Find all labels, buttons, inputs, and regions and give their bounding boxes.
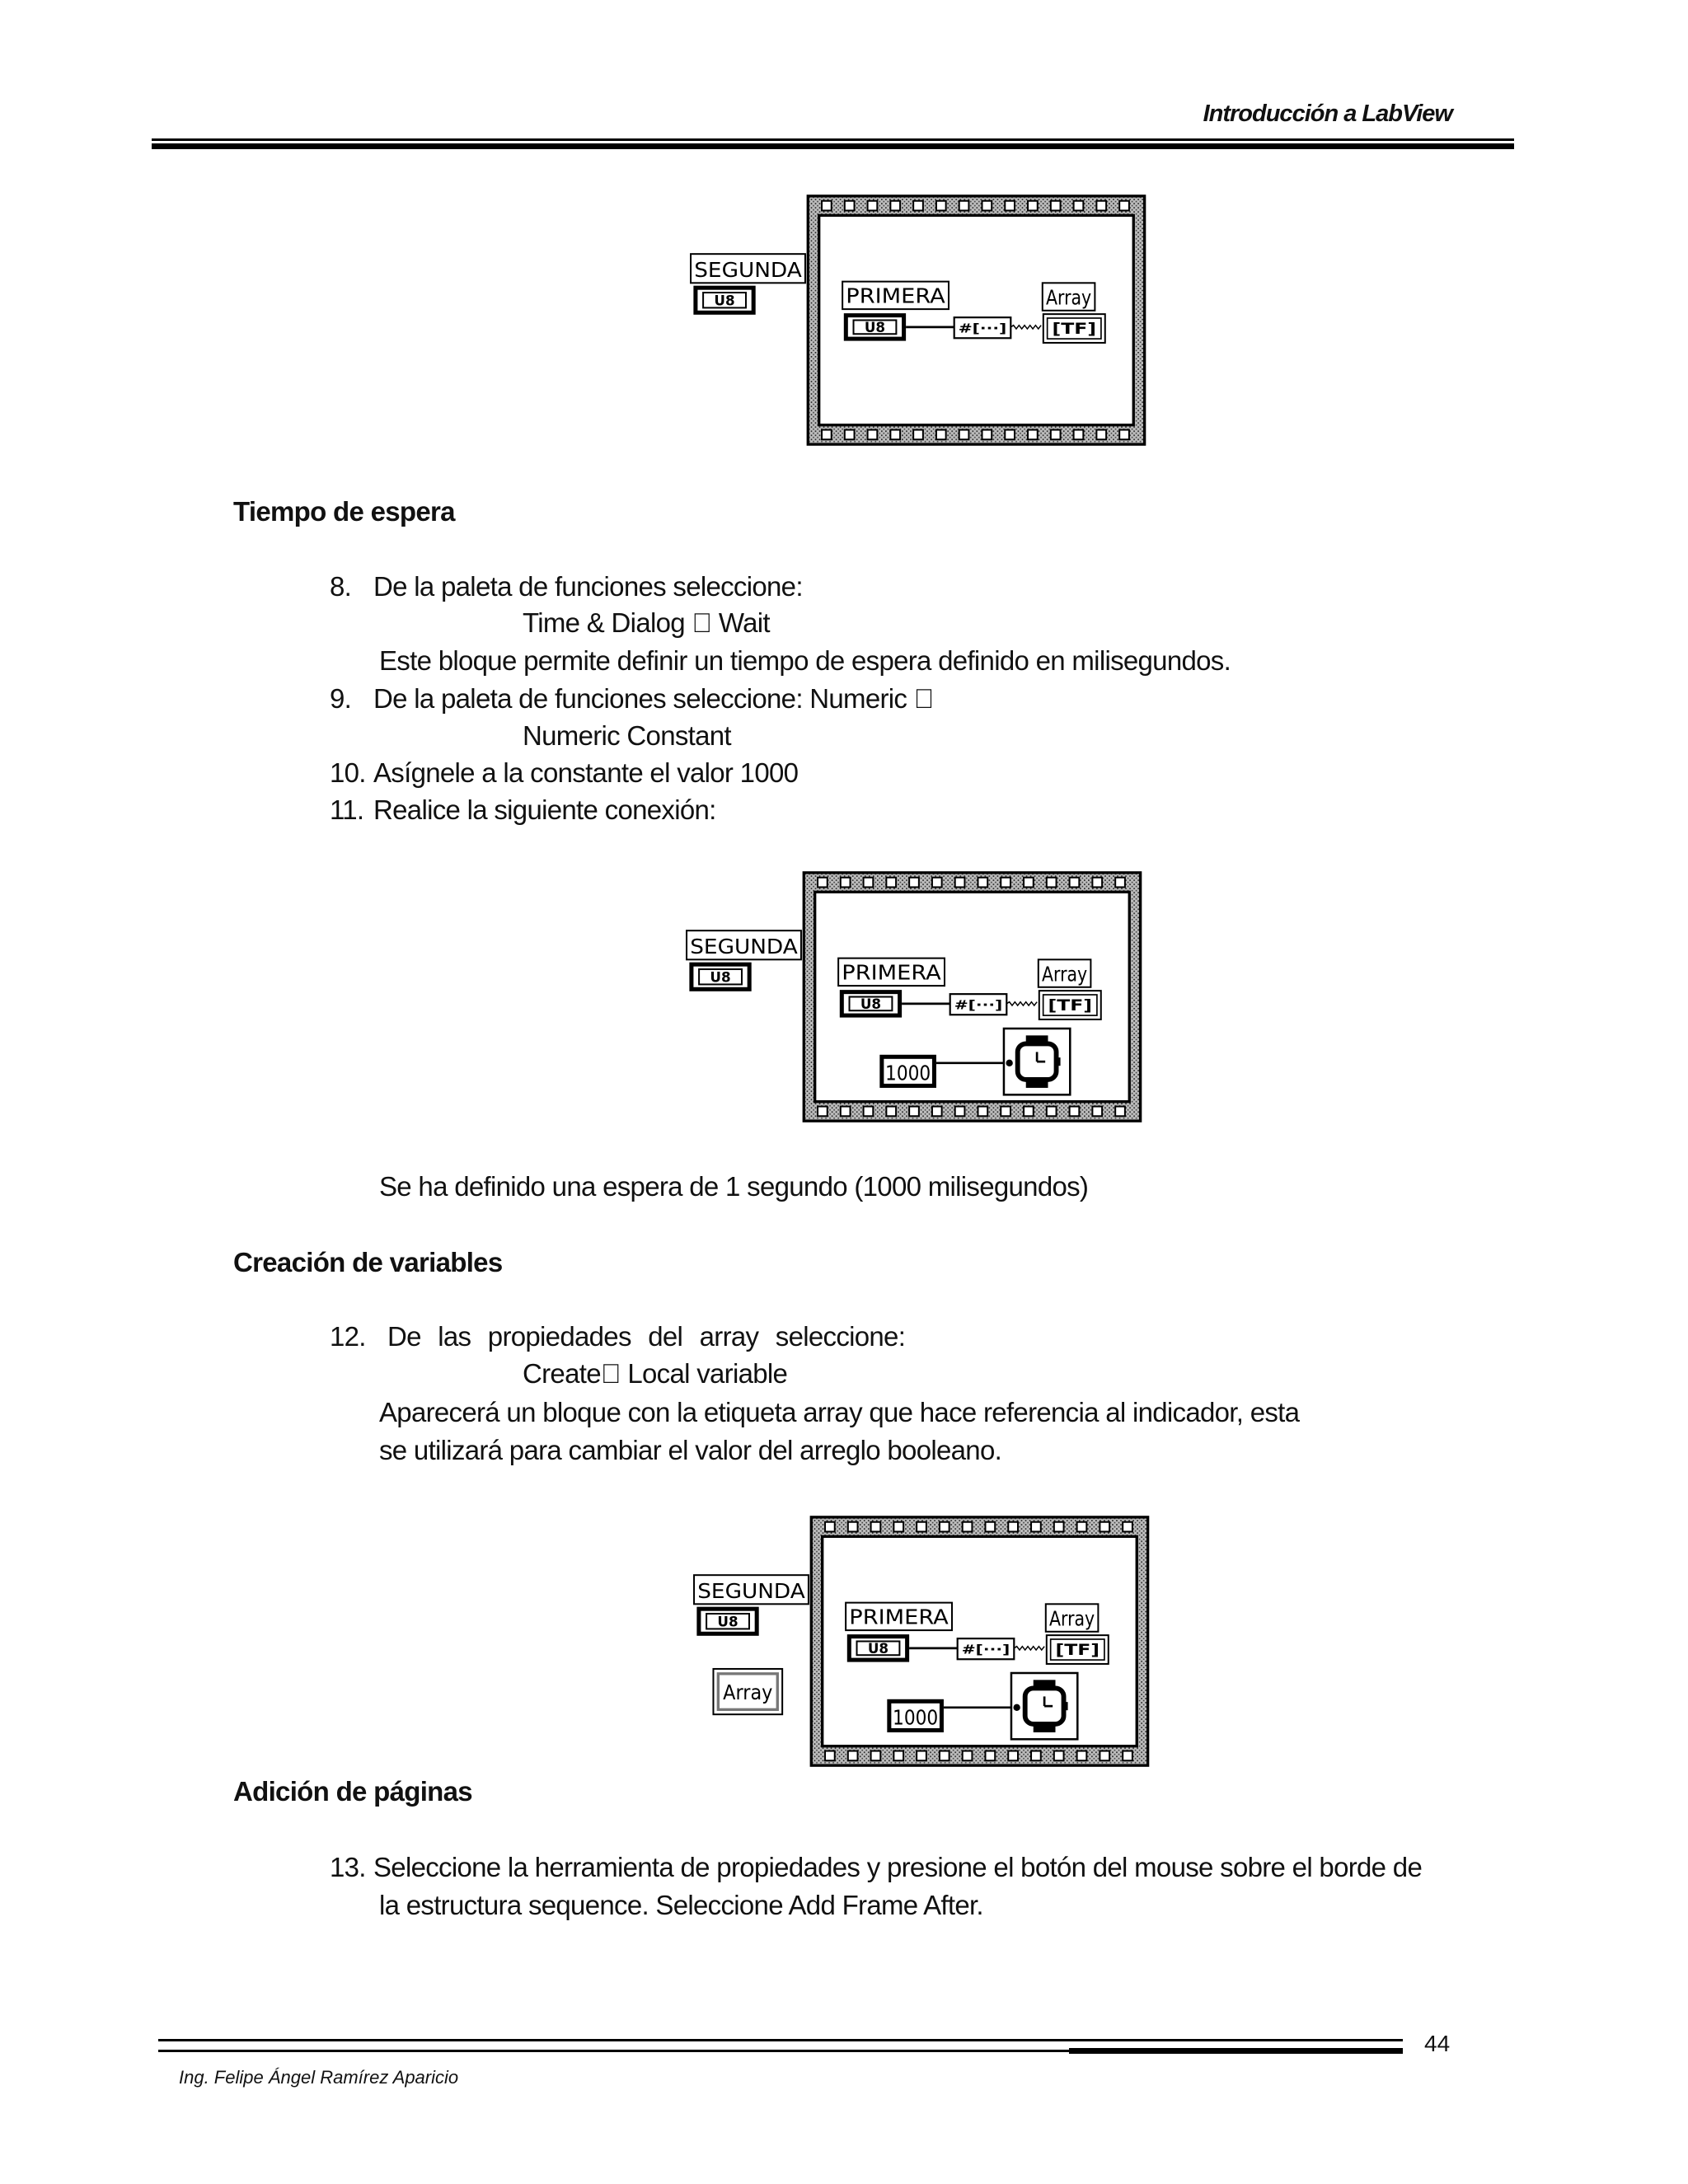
- step-text: Seleccione la herramienta de propiedades y presione el botón del mouse sobre el borde de: [373, 1852, 1423, 1882]
- film-strip-hole: [890, 201, 900, 211]
- segunda-label: SEGUNDA: [697, 1578, 805, 1603]
- segunda-label: SEGUNDA: [690, 934, 798, 958]
- film-strip-hole: [982, 430, 992, 440]
- segunda-label-group: [687, 930, 801, 959]
- wait-input-terminal: [1013, 1704, 1020, 1711]
- film-strip-hole: [1070, 1107, 1080, 1117]
- segunda-type: U8: [710, 968, 731, 986]
- film-strip-hole: [1092, 878, 1102, 888]
- film-strip-hole: [841, 878, 851, 888]
- film-strip-hole: [1070, 878, 1080, 888]
- array-label: Array: [1045, 285, 1092, 310]
- film-strip-hole: [1074, 201, 1084, 211]
- number-to-boolean-array-icon: [950, 994, 1007, 1015]
- film-strip-hole: [932, 878, 942, 888]
- numeric-constant-value: 1000: [893, 1705, 939, 1730]
- array-terminal: [1043, 314, 1105, 343]
- film-strip-hole: [893, 1751, 903, 1761]
- header-rule-thin: [152, 138, 1514, 141]
- film-strip-hole: [871, 1751, 881, 1761]
- film-strip-hole: [886, 1107, 896, 1117]
- film-strip-hole: [963, 1522, 973, 1532]
- wait-ms-icon: [1011, 1673, 1077, 1739]
- film-strip-hole: [868, 430, 878, 440]
- array-label-group: [1039, 959, 1091, 987]
- film-strip-hole: [1074, 430, 1084, 440]
- number-to-boolean-array-icon: [958, 1638, 1015, 1659]
- film-strip-hole: [825, 1522, 835, 1532]
- film-strip-hole: [940, 1751, 950, 1761]
- film-strip-hole: [963, 1751, 973, 1761]
- film-strip-hole: [890, 430, 900, 440]
- numeric-constant-value: 1000: [885, 1061, 931, 1085]
- film-strip-hole: [917, 1751, 926, 1761]
- step-text: De la paleta de funciones seleccione:: [373, 571, 803, 602]
- film-strip-hole: [1031, 1751, 1041, 1761]
- film-strip-hole: [1047, 878, 1057, 888]
- film-strip-hole: [1047, 1107, 1057, 1117]
- film-strip-hole: [959, 201, 969, 211]
- film-strip-hole: [1051, 201, 1061, 211]
- section-heading-pages: Adición de páginas: [233, 1776, 472, 1807]
- segunda-label-group: [694, 1575, 809, 1604]
- film-strip-hole: [1054, 1522, 1064, 1532]
- film-strip-hole: [1028, 430, 1038, 440]
- local-variable: [713, 1669, 782, 1714]
- primera-label-group: [838, 958, 945, 986]
- film-strip-hole: [1096, 201, 1106, 211]
- array-label: Array: [1048, 1606, 1095, 1631]
- film-strip-hole: [959, 430, 969, 440]
- array-terminal: [1039, 991, 1101, 1019]
- film-strip-hole: [1024, 878, 1034, 888]
- primera-label-group: [846, 1603, 952, 1630]
- function-node-glyph: #[···]: [954, 997, 1003, 1013]
- segunda-type: U8: [717, 1613, 738, 1630]
- film-strip-hole: [982, 201, 992, 211]
- menu-path: Create Local variable: [523, 1358, 768, 1389]
- step-number: 10.: [330, 757, 366, 788]
- step-text: De las propiedades del array seleccione:: [387, 1321, 906, 1352]
- block-diagram-1: [682, 190, 1151, 450]
- film-strip-hole: [825, 1751, 835, 1761]
- film-strip-hole: [1115, 1107, 1125, 1117]
- film-strip-hole: [1119, 430, 1129, 440]
- wait-note: Se ha definido una espera de 1 segundo (1000 milisegundos): [379, 1171, 1089, 1202]
- film-strip-hole: [1092, 1107, 1102, 1117]
- film-strip-hole: [1077, 1522, 1087, 1532]
- film-strip-hole: [1001, 878, 1010, 888]
- film-strip-hole: [818, 1107, 828, 1117]
- film-strip-hole: [917, 1522, 926, 1532]
- wait-input-terminal: [1006, 1060, 1012, 1066]
- film-strip-hole: [936, 430, 946, 440]
- primera-label: PRIMERA: [842, 960, 941, 985]
- film-strip-hole: [940, 1522, 950, 1532]
- film-strip-hole: [1051, 430, 1061, 440]
- number-to-boolean-array-icon: [954, 317, 1011, 338]
- array-label-group: [1043, 283, 1095, 310]
- film-strip-hole: [1008, 1751, 1018, 1761]
- film-strip-hole: [1005, 430, 1015, 440]
- film-strip-hole: [909, 1107, 919, 1117]
- film-strip-hole: [978, 1107, 987, 1117]
- film-strip-hole: [822, 201, 832, 211]
- step-number: 12.: [330, 1321, 366, 1352]
- film-strip-hole: [1024, 1107, 1034, 1117]
- header-rule-thick: [152, 143, 1514, 149]
- array-label: Array: [1041, 962, 1088, 987]
- array-terminal: [1047, 1635, 1109, 1664]
- array-type: [TF]: [1055, 1642, 1100, 1660]
- block-diagram-3: [686, 1511, 1155, 1771]
- film-strip-hole: [845, 430, 855, 440]
- film-strip-hole: [845, 201, 855, 211]
- film-strip-hole: [913, 201, 923, 211]
- section-heading-wait: Tiempo de espera: [233, 496, 455, 527]
- film-strip-hole: [1100, 1751, 1109, 1761]
- watch-crown: [1057, 1057, 1061, 1066]
- film-strip-hole: [1100, 1522, 1109, 1532]
- film-strip-hole: [985, 1751, 995, 1761]
- film-strip-hole: [955, 1107, 965, 1117]
- step-text: De la paleta de funciones seleccione: Numeric: [373, 683, 907, 714]
- step-number: 9.: [330, 683, 352, 714]
- segunda-label: SEGUNDA: [694, 257, 802, 282]
- segunda-terminal: [699, 1609, 757, 1633]
- film-strip-hole: [1005, 201, 1015, 211]
- film-strip-hole: [848, 1522, 858, 1532]
- step-note-line: Aparecerá un bloque con la etiqueta array que hace referencia al indicador, esta: [379, 1397, 1300, 1427]
- film-strip-hole: [936, 201, 946, 211]
- film-strip-hole: [822, 430, 832, 440]
- film-strip-hole: [1028, 201, 1038, 211]
- step-number: 11.: [330, 794, 364, 825]
- primera-terminal: [849, 1637, 907, 1660]
- film-strip-hole: [978, 878, 987, 888]
- array-type: [TF]: [1052, 321, 1097, 339]
- film-strip-hole: [1115, 878, 1125, 888]
- film-strip-hole: [864, 878, 874, 888]
- menu-path: Time & Dialog Wait: [523, 607, 743, 638]
- footer-author: Ing. Felipe Ángel Ramírez Aparicio: [179, 2067, 459, 2088]
- film-strip-hole: [1123, 1751, 1132, 1761]
- film-strip-hole: [886, 878, 896, 888]
- film-strip-hole: [932, 1107, 942, 1117]
- segunda-terminal: [692, 964, 749, 989]
- film-strip-hole: [871, 1522, 881, 1532]
- function-node-glyph: #[···]: [961, 1642, 1010, 1657]
- primera-type: U8: [864, 318, 886, 335]
- wait-ms-icon: [1004, 1029, 1070, 1094]
- primera-type: U8: [867, 1639, 889, 1657]
- step-text: Realice la siguiente conexión:: [373, 794, 716, 825]
- film-strip-hole: [893, 1522, 903, 1532]
- film-strip-hole: [955, 878, 965, 888]
- array-label-group: [1046, 1604, 1099, 1631]
- film-strip-hole: [909, 878, 919, 888]
- segunda-terminal: [696, 288, 753, 312]
- primera-terminal: [846, 316, 903, 339]
- step-number: 13.: [330, 1852, 366, 1882]
- segunda-type: U8: [714, 292, 735, 309]
- function-node-glyph: #[···]: [958, 321, 1007, 336]
- section-heading-variables: Creación de variables: [233, 1247, 503, 1277]
- footer-rule-top: [158, 2039, 1403, 2041]
- step-number: 8.: [330, 571, 352, 602]
- step-text: la estructura sequence. Seleccione Add Frame After.: [379, 1890, 983, 1920]
- film-strip-hole: [913, 430, 923, 440]
- primera-type: U8: [860, 995, 882, 1012]
- film-strip-hole: [1031, 1522, 1041, 1532]
- primera-label-group: [842, 282, 949, 309]
- film-strip-hole: [868, 201, 878, 211]
- menu-path: Numeric Constant: [523, 720, 731, 751]
- page-number: 44: [1424, 2031, 1451, 2056]
- primera-terminal: [842, 992, 899, 1015]
- film-strip-hole: [841, 1107, 851, 1117]
- film-strip-hole: [864, 1107, 874, 1117]
- film-strip-hole: [1001, 1107, 1010, 1117]
- watch-crown: [1064, 1702, 1068, 1710]
- primera-label: PRIMERA: [846, 284, 945, 308]
- film-strip-hole: [1054, 1751, 1064, 1761]
- film-strip-hole: [1119, 201, 1129, 211]
- film-strip-hole: [1008, 1522, 1018, 1532]
- film-strip-hole: [848, 1751, 858, 1761]
- film-strip-hole: [1096, 430, 1106, 440]
- block-diagram-2: [678, 867, 1147, 1127]
- local-variable-label: Array: [723, 1680, 773, 1704]
- numeric-constant: [882, 1057, 935, 1085]
- primera-label: PRIMERA: [849, 1605, 949, 1629]
- step-note-line: se utilizará para cambiar el valor del arreglo booleano.: [379, 1435, 1002, 1465]
- numeric-constant: [889, 1701, 942, 1730]
- header-title: Introducción a LabView: [1203, 101, 1452, 127]
- step-note: Este bloque permite definir un tiempo de espera definido en milisegundos.: [379, 645, 1231, 676]
- segunda-label-group: [691, 254, 805, 283]
- footer-rule-accent: [1069, 2048, 1403, 2054]
- array-type: [TF]: [1048, 997, 1093, 1015]
- film-strip-hole: [818, 878, 828, 888]
- step-text: Asígnele a la constante el valor 1000: [373, 757, 799, 788]
- film-strip-hole: [1077, 1751, 1087, 1761]
- film-strip-hole: [1123, 1522, 1132, 1532]
- film-strip-hole: [985, 1522, 995, 1532]
